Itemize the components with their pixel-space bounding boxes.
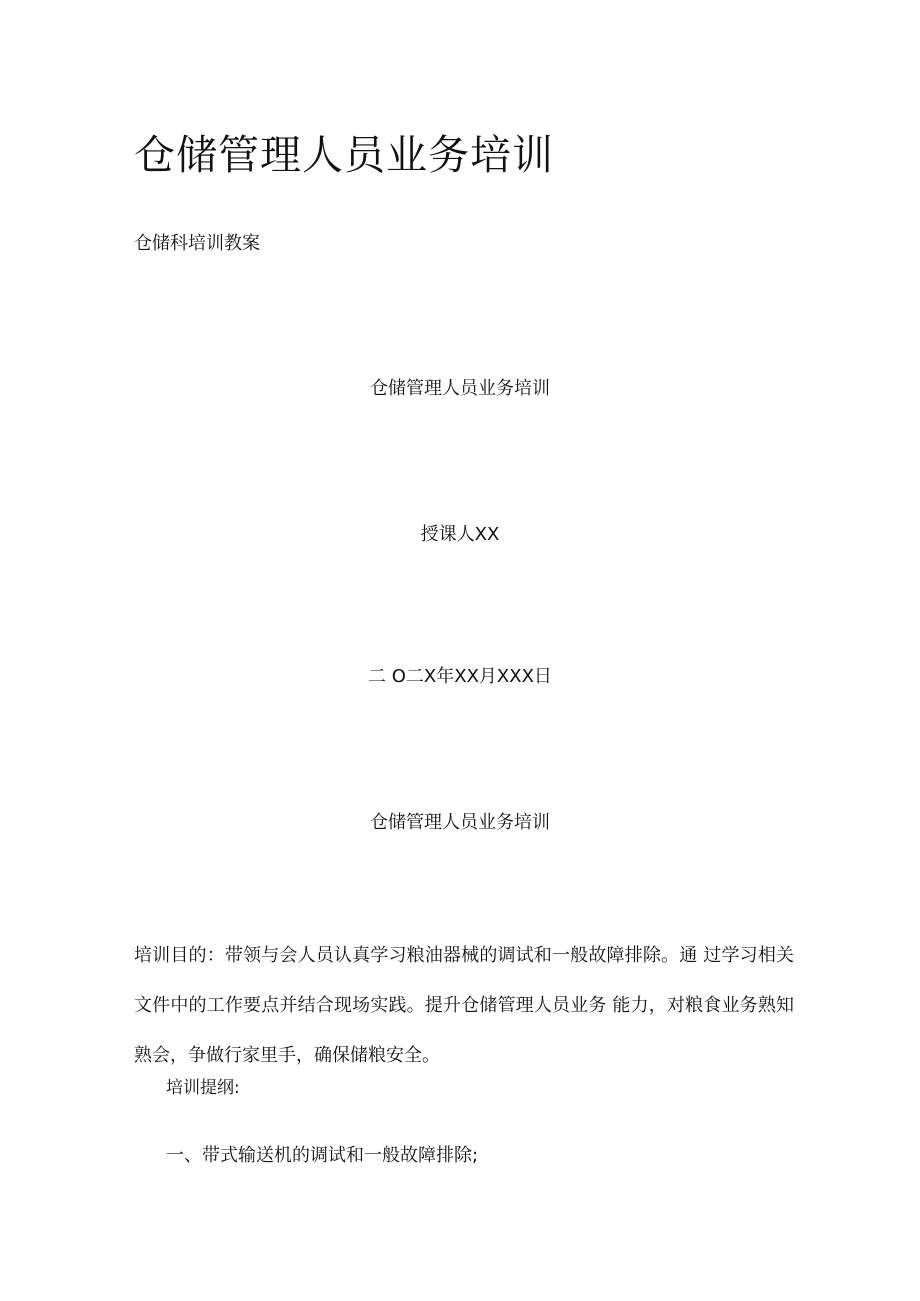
- cover-title: 仓储管理人员业务培训: [370, 378, 550, 399]
- document-title: 仓储管理人员业务培训: [134, 131, 554, 179]
- section-title: 仓储管理人员业务培训: [370, 812, 550, 833]
- purpose-paragraph: 培训目的：带领与会人员认真学习粮油器械的调试和一般故障排除。通 过学习相关文件中的工作要点并结合现场实践。提升仓储管理人员业务 能力，对粮食业务熟知熟会，争做行家里手，确保储粮安全。: [134, 945, 794, 1066]
- outline-label: 培训提纲:: [166, 1078, 240, 1098]
- lecturer-line: 授课人XX: [420, 524, 500, 545]
- document-subtitle: 仓储科培训教案: [134, 233, 260, 254]
- date-line: 二 O二X年XX月XXX日: [368, 666, 552, 687]
- outline-item: 一、带式输送机的调试和一般故障排除;: [166, 1145, 479, 1166]
